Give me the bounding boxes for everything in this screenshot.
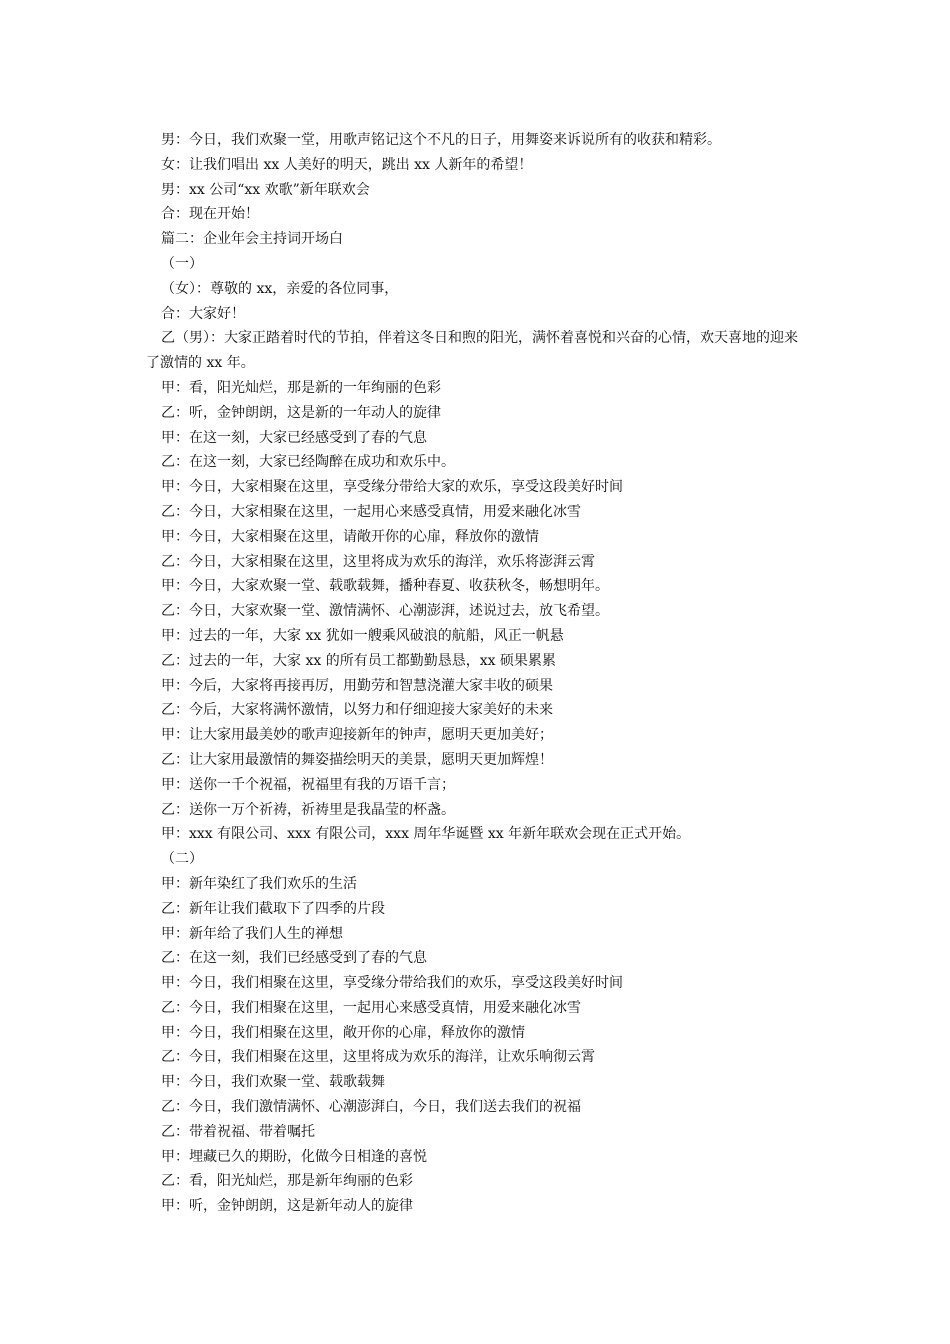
paragraph: 甲：今日，大家相聚在这里，享受缘分带给大家的欢乐，享受这段美好时间	[161, 479, 623, 496]
paragraph: （女）：尊敬的 xx，亲爱的各位同事，	[161, 280, 399, 297]
paragraph: 甲：在这一刻，大家已经感受到了春的气息	[161, 429, 427, 446]
paragraph: 男：今日，我们欢聚一堂，用歌声铭记这个不凡的日子，用舞姿来诉说所有的收获和精彩。	[161, 132, 721, 148]
paragraph: 乙：今日，我们相聚在这里，这里将成为欢乐的海洋，让欢乐响彻云霄	[161, 1049, 595, 1066]
paragraph: 甲：今日，我们欢聚一堂、载歌载舞	[161, 1074, 385, 1091]
paragraph: 甲：看，阳光灿烂，那是新的一年绚丽的色彩	[161, 379, 441, 396]
paragraph: 甲：今后，大家将再接再厉，用勤劳和智慧浇灌大家丰收的硕果	[161, 677, 553, 694]
paragraph: 乙：新年让我们截取下了四季的片段	[161, 900, 385, 917]
paragraph: 甲：新年给了我们人生的禅想	[161, 925, 343, 942]
paragraph: 篇二：企业年会主持词开场白	[161, 231, 343, 248]
paragraph: 甲：新年染红了我们欢乐的生活	[161, 875, 357, 892]
paragraph: 乙：今日，我们激情满怀、心潮澎湃白，今日，我们送去我们的祝福	[161, 1099, 581, 1116]
paragraph: 女：让我们唱出 xx 人美好的明天，跳出 xx 人新年的希望！	[161, 156, 533, 173]
paragraph: 乙：今日，大家相聚在这里，这里将成为欢乐的海洋，欢乐将澎湃云霄	[161, 553, 595, 570]
paragraph: 甲：过去的一年，大家 xx 犹如一艘乘风破浪的航船，风正一帆悬	[161, 627, 564, 644]
paragraph: 甲：今日，大家相聚在这里，请敞开你的心扉，释放你的激情	[161, 528, 539, 545]
paragraph: 甲：xxx 有限公司、xxx 有限公司，xxx 周年华诞暨 xx 年新年联欢会现在正式开始。	[161, 826, 691, 843]
paragraph: 乙：带着祝福、带着嘱托	[161, 1123, 315, 1140]
paragraph: 乙：过去的一年，大家 xx 的所有员工都勤勤恳恳，xx 硕果累累	[161, 652, 556, 669]
paragraph: 甲：今日，我们相聚在这里，敞开你的心扉，释放你的激情	[161, 1024, 525, 1041]
paragraph: （二）	[161, 851, 203, 868]
paragraph: 合：现在开始！	[161, 206, 259, 223]
paragraph: 甲：埋藏已久的期盼，化做今日相逢的喜悦	[161, 1148, 427, 1165]
paragraph: 合：大家好！	[161, 305, 245, 322]
paragraph: 乙（男）：大家正踏着时代的节拍，伴着这冬日和煦的阳光，满怀着喜悦和兴奋的心情，欢天喜地的迎来了激情的 xx 年。	[146, 330, 798, 372]
paragraph: 乙：看，阳光灿烂，那是新年绚丽的色彩	[161, 1173, 413, 1190]
paragraph: 甲：让大家用最美妙的歌声迎接新年的钟声，愿明天更加美好；	[161, 727, 553, 744]
paragraph: 乙：今日，大家欢聚一堂、激情满怀、心潮澎湃，述说过去，放飞希望。	[161, 603, 609, 620]
paragraph: 甲：今日，大家欢聚一堂、载歌载舞，播种春夏、收获秋冬，畅想明年。	[161, 578, 609, 595]
paragraph: 甲：送你一千个祝福，祝福里有我的万语千言；	[161, 776, 455, 793]
paragraph: 甲：今日，我们相聚在这里，享受缘分带给我们的欢乐，享受这段美好时间	[161, 975, 623, 992]
paragraph: 男：xx 公司“xx 欢歌”新年联欢会	[161, 181, 370, 198]
paragraph: 乙：送你一万个祈祷，祈祷里是我晶莹的杯盏。	[161, 801, 455, 818]
paragraph: 甲：听，金钟朗朗，这是新年动人的旋律	[161, 1198, 413, 1215]
document-body	[146, 128, 806, 1219]
paragraph: 乙：今后，大家将满怀激情，以努力和仔细迎接大家美好的未来	[161, 702, 553, 719]
paragraph: 乙：让大家用最激情的舞姿描绘明天的美景，愿明天更加辉煌！	[161, 751, 553, 768]
paragraph: 乙：听，金钟朗朗，这是新的一年动人的旋律	[161, 404, 441, 421]
paragraph: 乙：今日，大家相聚在这里，一起用心来感受真情，用爱来融化冰雪	[161, 503, 581, 520]
paragraph: 乙：在这一刻，大家已经陶醉在成功和欢乐中。	[161, 454, 455, 471]
paragraph: 乙：今日，我们相聚在这里，一起用心来感受真情，用爱来融化冰雪	[161, 999, 581, 1016]
paragraph: （一）	[161, 255, 203, 272]
paragraph: 乙：在这一刻，我们已经感受到了春的气息	[161, 950, 427, 967]
